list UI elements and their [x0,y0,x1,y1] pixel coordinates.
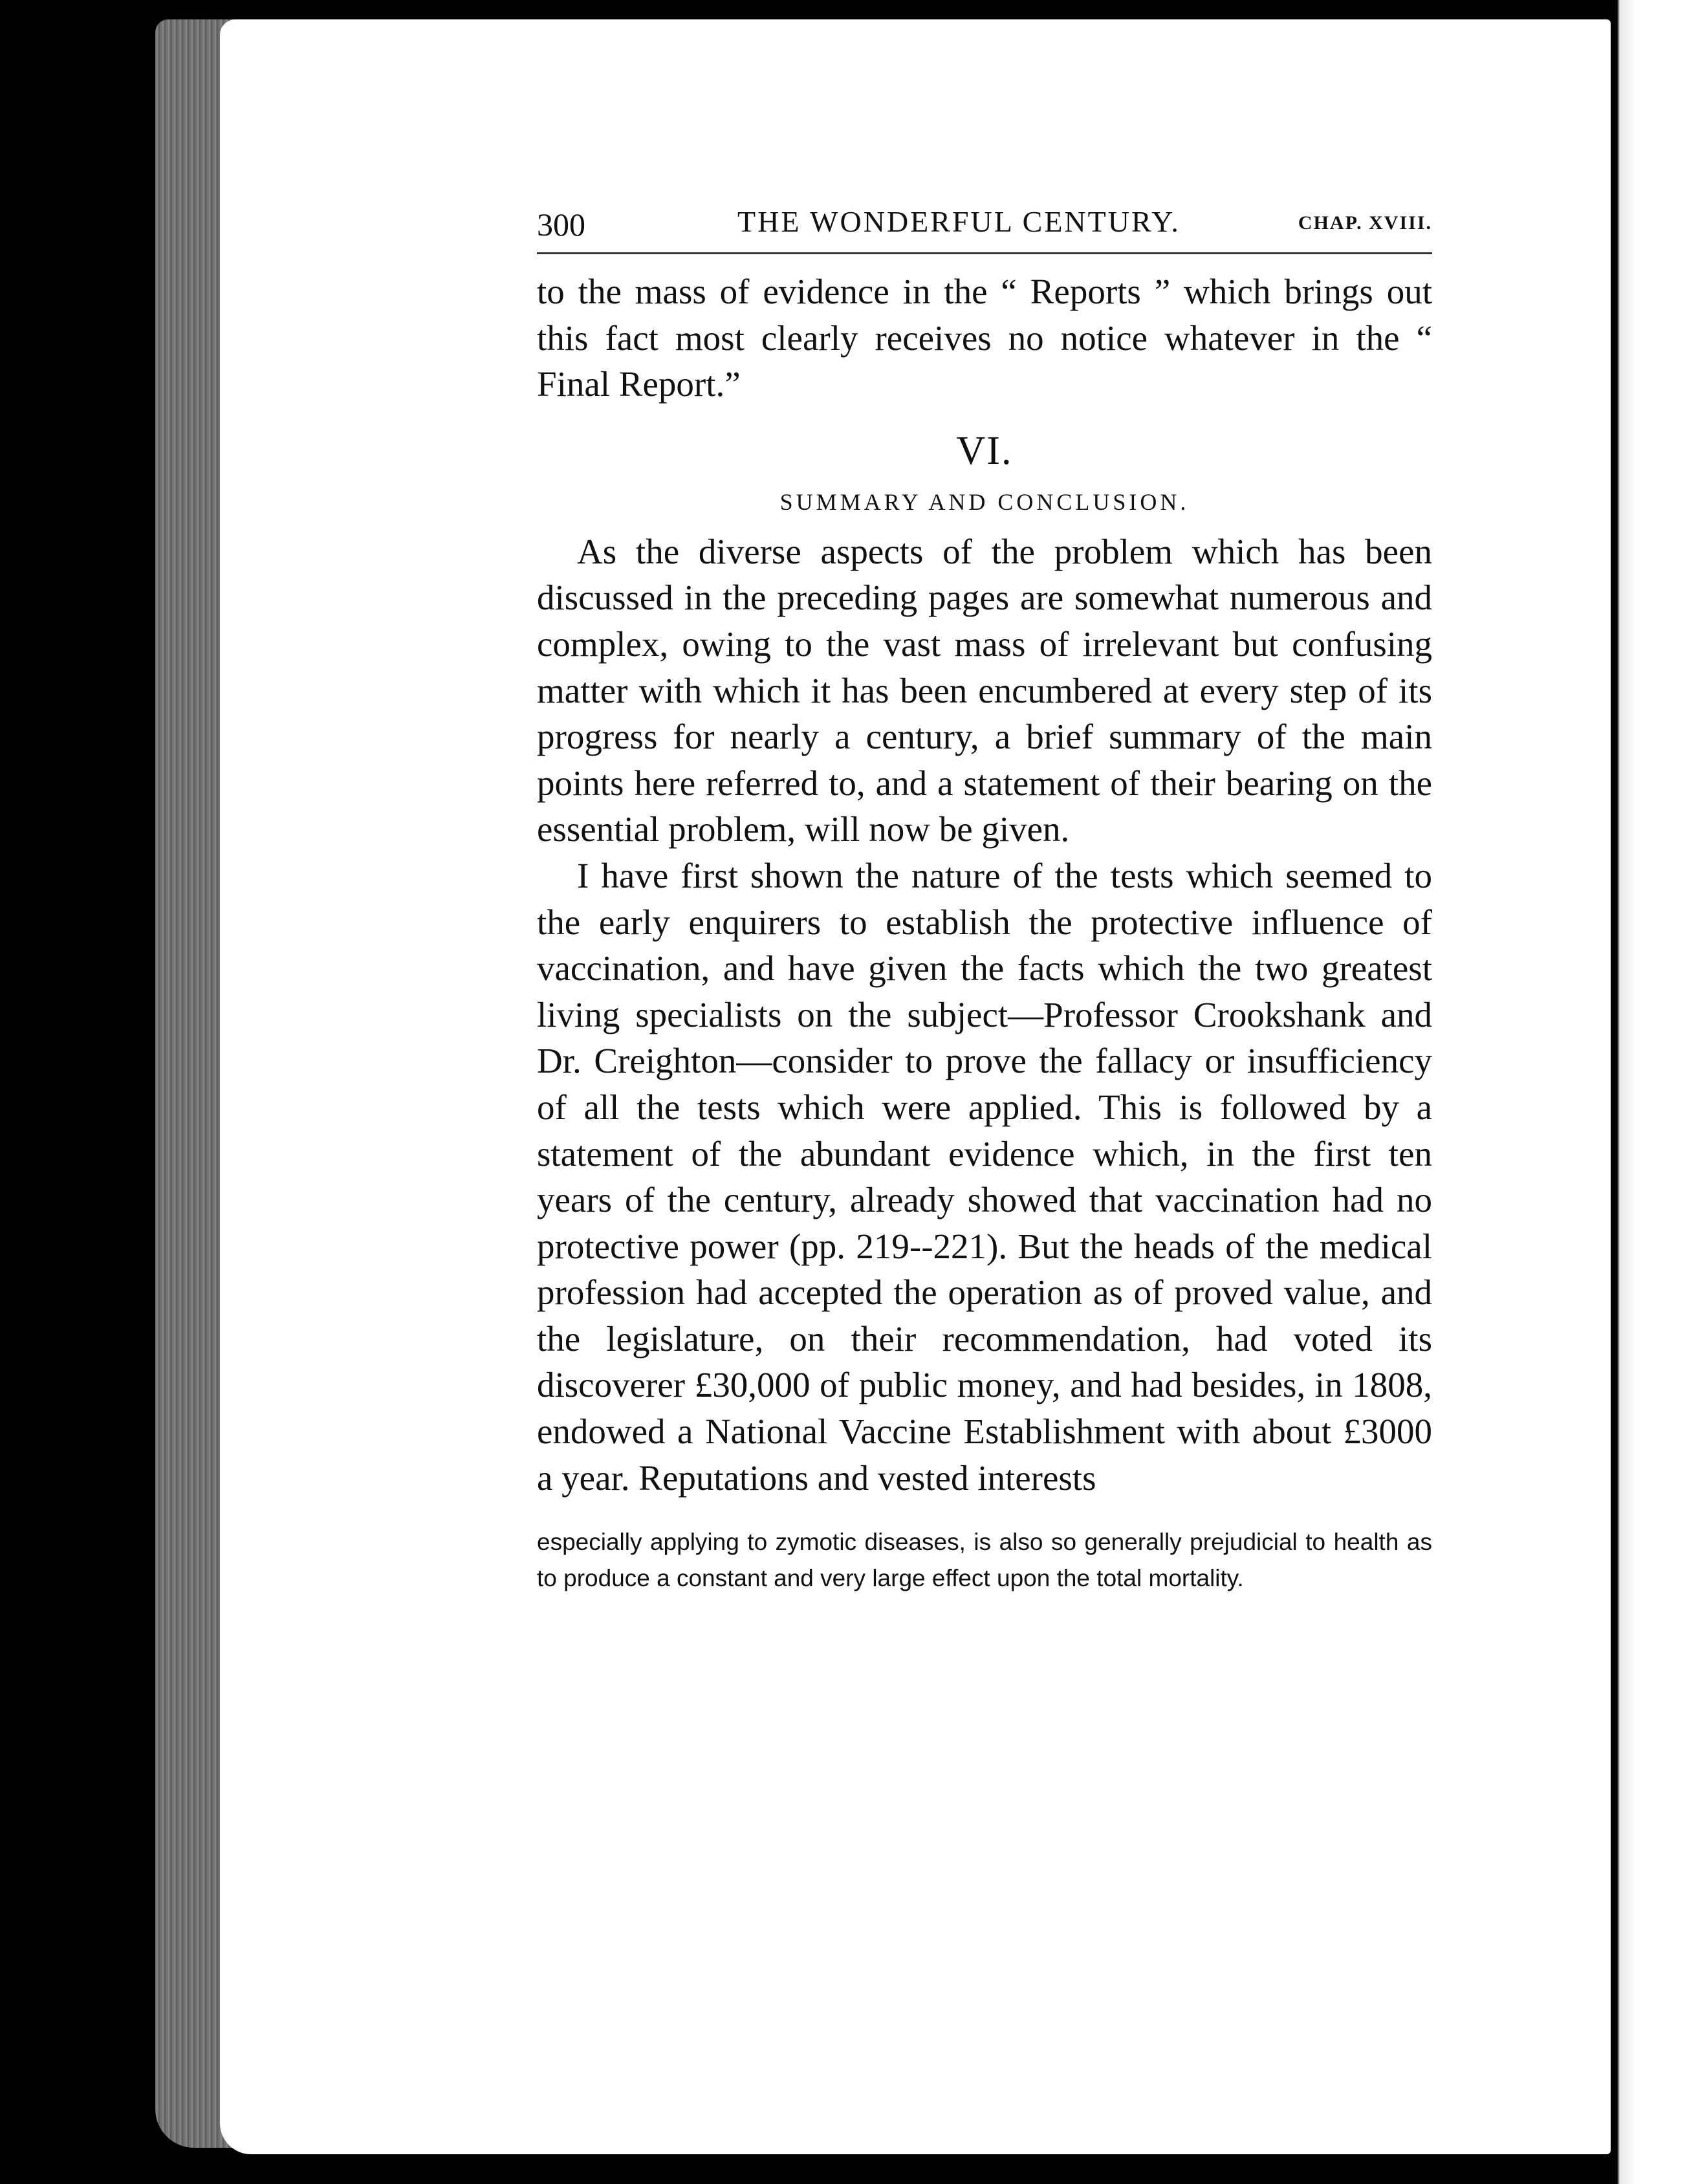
paragraph-tests: I have first shown the nature of the tests which seemed to the early enquirers to establish the protective influence of vaccination, and have given the facts which the two greatest living specialists on the subject—Professor Crookshank and Dr. Creighton—consider to prove the fallacy or insufficiency of all the tests which were applied. This is followed by a statement of the abundant evidence which, in the first ten years of the century, already showed that vaccination had no protective power (pp. 219--221). But the heads of the medical profession had accepted the operation as of proved value, and the legislature, on their recommendation, had voted its discoverer £30,000 of public money, and had besides, in 1808, endowed a National Vaccine Establishment with about £3000 a year. Reputations and vested interests [537,855,1432,1498]
paragraph-summary-intro: As the diverse aspects of the problem which has been discussed in the preceding pages are somewhat numerous and complex, owing to the vast mass of irrelevant but confusing matter with which it has been encumbered at every step of its progress for nearly a century, a brief summary of the main points here referred to, and a statement of their bearing on the essential problem, will now be given. [537,531,1432,849]
section-heading: SUMMARY AND CONCLUSION. [779,488,1190,515]
chapter-reference: CHAP. XVIII. [1298,212,1432,234]
page-number: 300 [537,206,585,243]
facing-page-edge [1611,0,1687,2184]
section-numeral: VI. [956,428,1013,473]
running-head [537,194,1432,254]
opening-paragraph: to the mass of evidence in the “ Reports ” which brings out this fact most clearly receives no notice whatever in the “ Final Report.” [537,272,1432,404]
running-title: THE WONDERFUL CENTURY. [737,205,1181,238]
page-content [537,194,1432,1597]
body-text [537,268,1432,1501]
footnote: especially applying to zymotic diseases, is also so generally prejudicial to health as to produce a constant and very large effect upon the total mortality. [537,1529,1432,1592]
